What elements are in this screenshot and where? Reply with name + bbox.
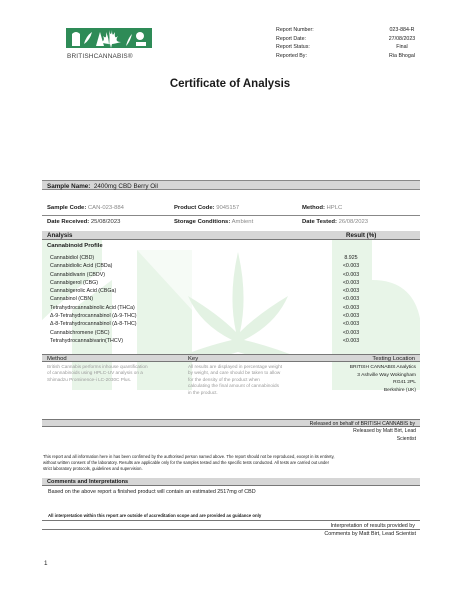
cannabinoid-result: <0.003 [342,279,360,286]
key-line: calculating the final amount of cannabinoids [188,383,279,389]
method-line: Shimadzu Prominence-i LC-2030C Plus. [47,376,132,382]
meta-label: Report Date: [276,35,307,42]
method-line: of cannabinoids using HPLC-UV analysis on a [47,370,143,376]
meta-value: Final [396,44,408,51]
meta-value: Ria Bhogal [389,52,415,59]
address-line: RG41 2PL [393,380,416,386]
method-column-header: Method [47,356,67,362]
date-tested-value: 26/08/2023 [338,219,369,225]
meta-label: Report Status: [276,44,310,51]
meta-label: Reported By: [276,52,307,59]
sample-name-label: Sample Name: [47,182,91,190]
key-line: All results are displayed in percentage weight [188,364,283,369]
method-line: British Cannabis performs inhouse quantification [47,364,148,369]
interpretation-note: All interpretation within this report are outside of accreditation scope and are provided as guidance only [48,513,262,518]
sample-code-value: CAN-023-884 [87,205,124,211]
result-row [50,320,390,328]
storage-value: Ambient [231,219,254,225]
method [302,205,342,211]
cannabinoid-result: <0.003 [342,321,360,328]
result-column-header: Result (%) [346,232,377,239]
key-line: by weight, and care should be taken to allow [188,370,281,376]
sample-code [47,205,124,211]
cannabinoid-result: <0.003 [342,304,360,311]
released-by-line: Released by Matt Birt, Lead [353,428,416,434]
key-line: for the density of the product when [188,376,260,382]
meta-label: Report Number: [276,27,314,33]
interpretation-bar-text: Interpretation of results provided by [330,523,415,529]
result-row [50,304,390,312]
cannabinoid-results [50,254,390,345]
report-status-row [276,43,426,52]
result-row [50,337,390,345]
report-meta [276,26,426,60]
sample-name-value: 2400mg CBD Berry Oil [93,182,158,190]
cannabinoid-name: Δ-8-Tetrahydrocannabinol (Δ-8-THC) [50,321,137,328]
key-line: in the product. [188,389,218,395]
meta-value: 27/08/2023 [388,35,416,42]
cannabinoid-name: Cannabigerolic Acid (CBGa) [50,288,117,295]
disclaimer-line: without written consent of the laboratory. Results are applicable only for the samples tested and the specific tests conducted. All tests are carried out under [43,460,329,466]
analysis-column-header: Analysis [47,232,73,239]
analysis-header [42,231,420,240]
product-code [174,205,239,211]
cannabinoid-result: <0.003 [342,329,360,336]
cannabinoid-name: Cannabidiolic Acid (CBDa) [50,263,113,270]
interpretation-bar [42,520,420,530]
cannabinoid-name: Cannabichromene (CBC) [50,329,110,336]
comments-text: Based on the above report a finished product will contain an estimated 2517mg of CBD [48,489,256,495]
address-line: BRITISH CANNABIS Analytics [349,365,416,370]
result-row [50,312,390,320]
cannabinoid-result: <0.003 [342,337,360,344]
logo-wordmark: BRITISHCANNABIS [67,53,128,60]
released-by [300,428,416,444]
cannabinoid-result: <0.003 [342,288,360,295]
page-number: 1 [44,560,48,567]
reported-by-row [276,52,426,61]
sample-code-label: Sample Code: [47,205,87,211]
cannabinoid-name: Cannabidivarin (CBDV) [50,271,106,278]
cannabinoid-result: <0.003 [342,263,360,270]
release-bar [42,419,420,427]
date-received [47,219,120,225]
date-tested [302,219,368,225]
page-title: Certificate of Analysis [169,78,291,90]
cannabinoid-result: <0.003 [342,296,360,303]
release-text: Released on behalf of BRITISH CANNABIS by [309,421,415,428]
disclaimer-line: strict laboratory protocols, guidelines and supervision. [43,466,143,472]
storage-label: Storage Conditions: [174,219,231,225]
product-code-label: Product Code: [174,205,215,211]
cannabinoid-name: Δ-9-Tetrahydrocannabinol (Δ-9-THC) [50,313,137,320]
cannabinoid-name: Tetrahydrocannabivarin(THCV) [50,337,124,344]
cannabinoid-result: <0.003 [342,271,360,278]
method-description [47,364,183,383]
result-row [50,295,390,303]
result-row [50,279,390,287]
cannabinoid-result: 8.925 [344,255,358,261]
method-label: Method: [302,205,325,211]
date-received-label: Date Received: [47,219,90,225]
testing-location-address [300,364,416,394]
cannabinoid-name: Cannabinol (CBN) [50,296,93,303]
divider [42,215,420,216]
product-code-value: 9045157 [216,205,240,211]
report-number-row [276,26,426,35]
storage-conditions [174,219,253,225]
result-row [50,271,390,279]
cannabinoid-name: Cannabidiol (CBD) [50,255,95,261]
address-line: Berkshire (UK) [383,387,416,393]
trademark-symbol: ® [127,53,133,60]
location-column-header: Testing Location [372,356,415,362]
result-row [50,262,390,270]
method-value: HPLC [326,205,343,211]
result-row [50,329,390,337]
address-line: 3 Ashville Way Wokingham [357,372,416,378]
method-header [42,354,420,362]
report-date-row [276,35,426,44]
disclaimer [43,454,419,472]
date-tested-label: Date Tested: [302,219,337,225]
date-received-value: 25/08/2023 [90,219,121,225]
key-column-header: Key [188,356,199,362]
sample-name-bar [42,180,420,190]
logo-mark-icon [66,26,152,50]
released-by-line: Scientist [396,435,416,442]
cannabinoid-name: Tetrahydrocannabinolic Acid (THCa) [50,304,135,311]
disclaimer-line: This report and all information here in has been confirmed by the authorised person named above. The report should not be reproduced, except in its entirety, [43,454,335,459]
comments-heading: Comments and Interpretations [47,479,129,486]
meta-value: 023-884-R [389,27,415,33]
cannabinoid-name: Cannabigerol (CBG) [50,279,98,286]
interpretation-by: Comments by Matt Birt, Lead Scientist [324,531,416,537]
cannabinoid-profile-title: Cannabinoid Profile [47,243,103,249]
result-row [50,287,390,295]
cannabinoid-result: <0.003 [342,313,360,320]
comments-header [42,478,420,486]
result-row [50,254,390,262]
british-cannabis-logo [66,26,156,64]
